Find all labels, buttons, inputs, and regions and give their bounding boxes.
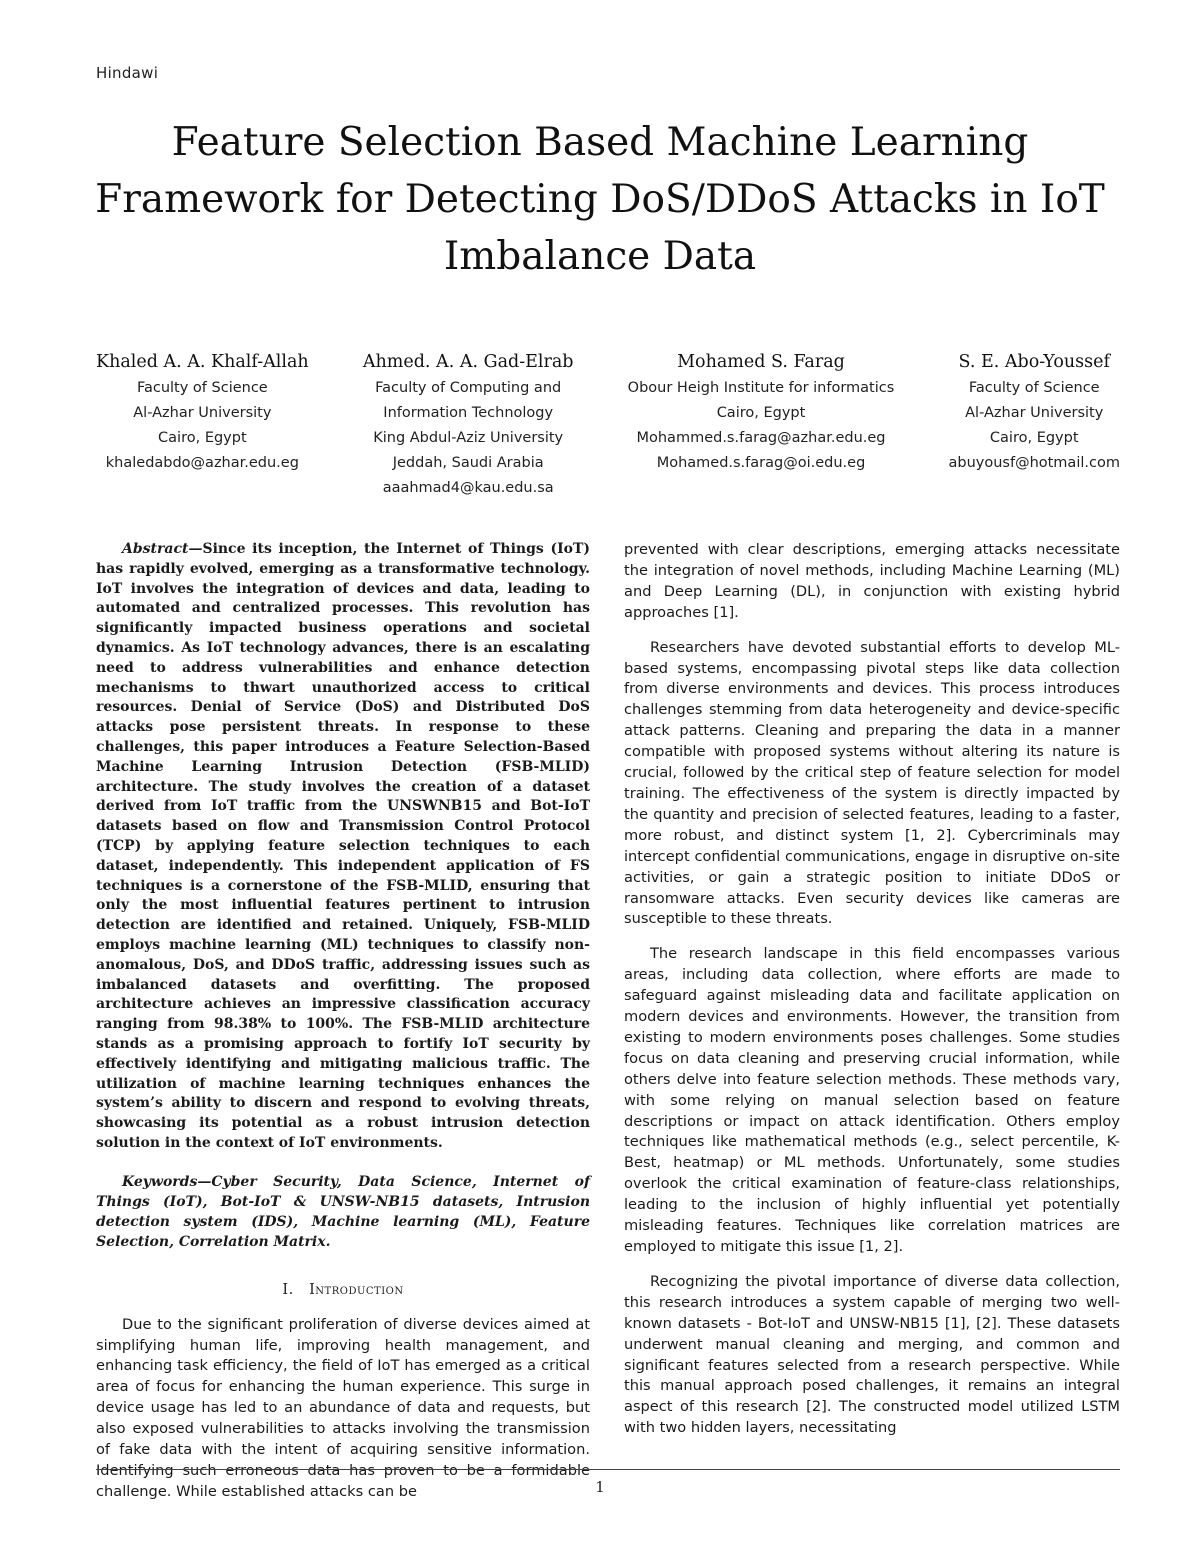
author-name: Ahmed. A. A. Gad-Elrab: [362, 352, 574, 372]
author-email: Mohammed.s.farag@azhar.edu.eg: [636, 430, 886, 446]
author-4: [948, 348, 1119, 501]
author-affiliation: Obour Heigh Institute for informatics: [627, 380, 895, 396]
abstract-label: Abstract—: [122, 541, 203, 557]
author-email: Mohamed.s.farag@oi.edu.eg: [656, 455, 866, 471]
page-number: 1: [595, 1478, 605, 1496]
author-affiliation: Faculty of Computing and: [375, 380, 562, 396]
footer-rule: [96, 1469, 1120, 1470]
author-affiliation: Al-Azhar University: [133, 405, 272, 421]
author-1: [96, 348, 309, 501]
author-email: abuyousf@hotmail.com: [948, 455, 1120, 471]
author-affiliation: King Abdul-Aziz University: [373, 430, 564, 446]
section-title: Introduction: [309, 1281, 404, 1298]
section-heading: [96, 1280, 590, 1301]
author-block: [96, 348, 1120, 501]
author-affiliation: Information Technology: [383, 405, 554, 421]
author-3: [628, 348, 895, 501]
author-affiliation: Faculty of Science: [968, 380, 1100, 396]
author-affiliation: Faculty of Science: [136, 380, 268, 396]
author-email: khaledabdo@azhar.edu.eg: [105, 455, 299, 471]
author-name: Khaled A. A. Khalf-Allah: [96, 352, 309, 372]
body-paragraph: Due to the significant proliferation of diverse devices aimed at simplifying human life, improving health management, and enhancing task efficiency, the field of IoT has emerged as a critical area of focus for enhancing the human experience. This surge in device usage has led to an abundance of data and requests, but also exposed vulnerabilities to attacks involving the transmission of fake data with the intent of acquiring sensitive information. Identifying such erroneous data has proven to be a formidable challenge. While established attacks can be: [96, 1315, 590, 1500]
author-2: [363, 348, 574, 501]
author-affiliation: Al-Azhar University: [965, 405, 1104, 421]
keywords: [96, 1172, 590, 1252]
author-name: Mohamed S. Farag: [677, 352, 845, 372]
author-name: S. E. Abo-Youssef: [958, 352, 1110, 372]
section-number: I.: [282, 1281, 294, 1298]
paper-title: Feature Selection Based Machine Learning Framework for Detecting DoS/DDoS Attacks in IoT Imbalance Data: [95, 120, 1105, 279]
body-paragraph: Researchers have devoted substantial efforts to develop ML-based systems, encompassing pivotal steps like data collection from diverse environments and devices. This process introduces challenges stemming from data heterogeneity and device-specific attack patterns. Cleaning and preparing the data in a manner compatible with proposed systems without altering its nature is crucial, followed by the critical step of feature selection for model training. The effectiveness of the system is directly impacted by the quantity and precision of selected features, leading to a faster, more robust, and distinct system [1, 2]. Cybercriminals may intercept confidential communications, engage in disruptive on-site activities, or gain a strategic position to initiate DDoS or ransomware attacks. Even security devices like cameras are susceptible to these threats.: [624, 638, 1120, 928]
author-location: Jeddah, Saudi Arabia: [392, 455, 544, 471]
author-email: aaahmad4@kau.edu.sa: [382, 480, 554, 496]
body-paragraph: prevented with clear descriptions, emerging attacks necessitate the integration of novel methods, including Machine Learning (ML) and Deep Learning (DL), in conjunction with existing hybrid approaches [1].: [624, 541, 1120, 621]
right-column: [624, 540, 1120, 1439]
author-location: Cairo, Egypt: [716, 405, 806, 421]
keywords-text: Cyber Security, Data Science, Internet of Things (IoT), Bot-IoT & UNSW-NB15 datasets, Intrusion detection system (IDS), Machine learning (ML), Feature Selection, Correlation Matrix.: [96, 1173, 590, 1250]
keywords-label: Keywords—: [122, 1173, 212, 1190]
author-location: Cairo, Egypt: [989, 430, 1079, 446]
body-paragraph: Recognizing the pivotal importance of diverse data collection, this research introduces a system capable of merging two well-known datasets - Bot-IoT and UNSW-NB15 [1], [2]. These datasets underwent manual cleaning and merging, and common and significant features selected from a research perspective. While this manual approach posed challenges, it remains an integral aspect of this research [2]. The constructed model utilized LSTM with two hidden layers, necessitating: [624, 1272, 1120, 1437]
author-location: Cairo, Egypt: [158, 430, 247, 446]
abstract: [96, 540, 590, 1154]
abstract-text: Since its inception, the Internet of Things (IoT) has rapidly evolved, emerging as a transformative technology. IoT involves the integration of devices and data, leading to automated and centralized processes. This revolution has significantly impacted business operations and societal dynamics. As IoT technology advances, there is an escalating need to address vulnerabilities and enhance detection mechanisms to thwart unauthorized access to critical resources. Denial of Service (DoS) and Distributed DoS attacks pose persistent threats. In response to these challenges, this paper introduces a Feature Selection-Based Machine Learning Intrusion Detection (FSB-MLID) architecture. The study involves the creation of a dataset derived from IoT traffic from the UNSWNB15 and Bot-IoT datasets based on flow and Transmission Control Protocol (TCP) by applying feature selection techniques to each dataset, independently. This independent application of FS techniques is a cornerstone of the FSB-MLID, ensuring that only the most influential features pertinent to intrusion detection are identified and retained. Uniquely, FSB-MLID employs machine learning (ML) techniques to classify non-anomalous, DoS, and DDoS traffic, addressing issues such as imbalanced datasets and overfitting. The proposed architecture achieves an impressive classification accuracy ranging from 98.38% to 100%. The FSB-MLID architecture stands as a promising approach to fortify IoT security by effectively identifying and mitigating malicious traffic. The utilization of machine learning techniques enhances the system’s ability to discern and respond to evolving threats, showcasing its potential as a robust intrusion detection solution in the context of IoT environments.: [96, 541, 590, 1151]
body-paragraph: The research landscape in this field encompasses various areas, including data collection, where efforts are made to safeguard against misleading data and facilitate application on modern devices and environments. However, the transition from existing to modern environments poses challenges. Some studies focus on data cleaning and preserving crucial information, while others delve into feature selection methods. These methods vary, with some relying on manual selection based on feature descriptions or impact on attack identification. Others employ techniques like mathematical methods (e.g., select percentile, K-Best, heatmap) or ML methods. Unfortunately, some studies overlook the critical examination of feature-class relationships, leading to the inclusion of highly influential yet potentially misleading features. Techniques like correlation matrices are employed to mitigate this issue [1, 2].: [624, 945, 1120, 1255]
left-column: [96, 540, 590, 1503]
publisher-name: Hindawi: [96, 64, 159, 82]
